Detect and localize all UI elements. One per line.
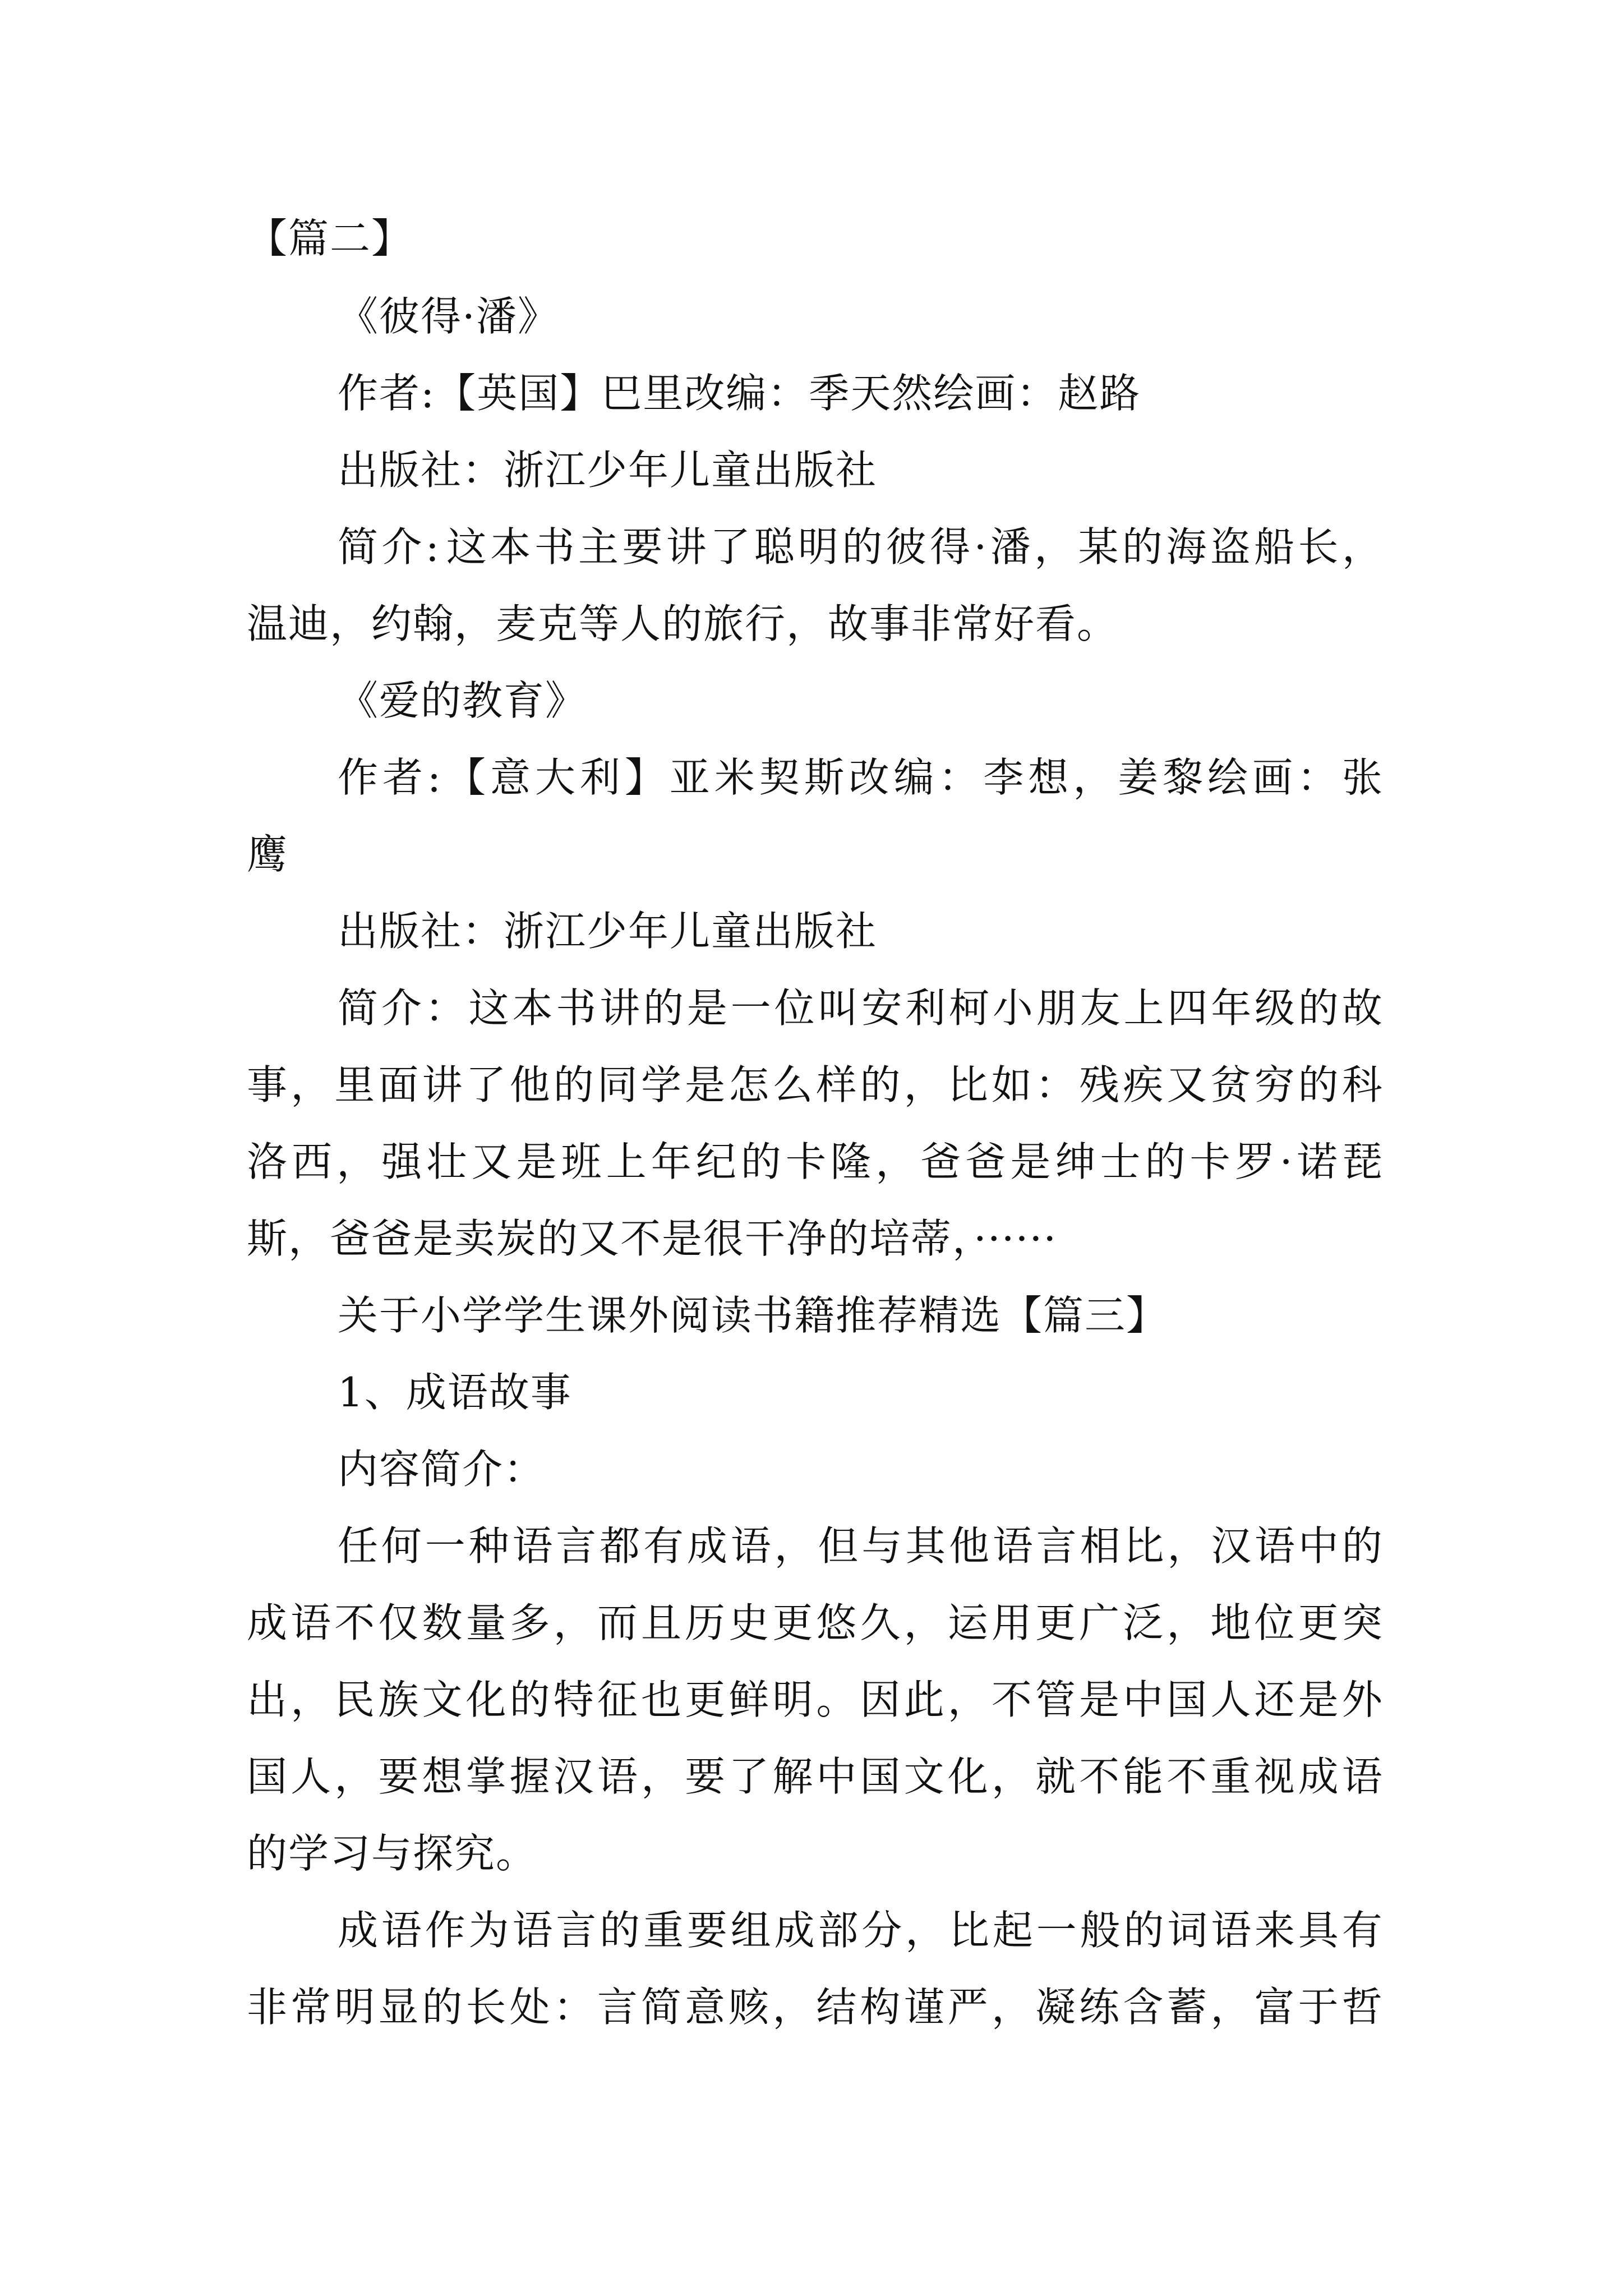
book-title: 《彼得·潘》 [338, 293, 559, 340]
paragraph-line: 出 ， 民 族 文 化 的 特 征 也 更 鲜 明 。 因 此 ， 不 管 是 中 国 人 还 是 外 [247, 1676, 1382, 1723]
paragraph-line: 成 语 作 为 语 言 的 重 要 组 成 部 分 ， 比 起 一 般 的 词 语 来 具 有 [338, 1907, 1382, 1954]
book-intro-line: 简 介 : 这 本 书 主 要 讲 了 聪 明 的 彼 得 · 潘 ， 某 的 海 盗 船 长 ， [338, 523, 1382, 570]
section-heading: 【篇二】 [247, 215, 413, 262]
book-intro-line: 洛 西 ， 强 壮 又 是 班 上 年 纪 的 卡 隆 ， 爸 爸 是 绅 士 的 卡 罗 · 诺 琵 [247, 1138, 1382, 1185]
book-title: 《爱的教育》 [338, 677, 587, 724]
book-intro-line: 事 ， 里 面 讲 了 他 的 同 学 是 怎 么 样 的 ， 比 如 ： 残 疾 又 贫 穷 的 科 [247, 1061, 1382, 1108]
book-intro-line: 斯，爸爸是卖炭的又不是很干净的培蒂，······ [247, 1215, 1058, 1262]
book-intro-line: 温迪，约翰，麦克等人的旅行，故事非常好看。 [247, 600, 1119, 647]
section-heading: 关于小学学生课外阅读书籍推荐精选【篇三】 [338, 1292, 1168, 1339]
paragraph-line: 成 语 不 仅 数 量 多 ， 而 且 历 史 更 悠 久 ， 运 用 更 广 泛 ， 地 位 更 突 [247, 1599, 1382, 1646]
content-label: 内容简介： [338, 1446, 546, 1493]
book-publisher: 出版社：浙江少年儿童出版社 [338, 447, 878, 494]
paragraph-line: 的学习与探究。 [247, 1830, 538, 1877]
item-title: 1、成语故事 [338, 1369, 572, 1416]
book-author: 作 者 : 【 意 大 利 】 亚 米 契 斯 改 编 ： 李 想 ， 姜 黎 绘 画 ： 张 [338, 754, 1382, 801]
book-author: 鹰 [247, 831, 289, 878]
book-publisher: 出版社：浙江少年儿童出版社 [338, 908, 878, 955]
book-author: 作者:【英国】巴里改编：季天然绘画：赵路 [338, 370, 1141, 417]
paragraph-line: 任 何 一 种 语 言 都 有 成 语 ， 但 与 其 他 语 言 相 比 ， 汉 语 中 的 [338, 1522, 1382, 1570]
paragraph-line: 非 常 明 显 的 长 处 ： 言 简 意 赅 ， 结 构 谨 严 ， 凝 练 含 蓄 ， 富 于 哲 [247, 1984, 1382, 2031]
book-intro-line: 简 介 ： 这 本 书 讲 的 是 一 位 叫 安 利 柯 小 朋 友 上 四 年 级 的 故 [338, 984, 1382, 1032]
paragraph-line: 国 人 ， 要 想 掌 握 汉 语 ， 要 了 解 中 国 文 化 ， 就 不 能 不 重 视 成 语 [247, 1753, 1382, 1800]
